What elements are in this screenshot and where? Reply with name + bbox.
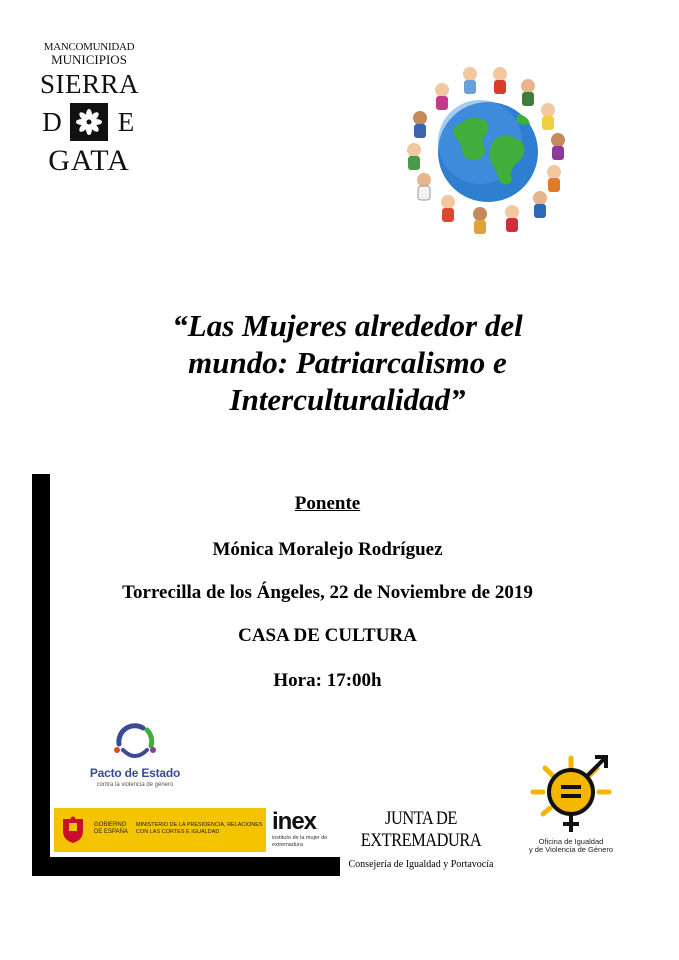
event-title xyxy=(90,307,605,418)
oficina-igualdad-logo xyxy=(515,752,627,860)
pacto-de-estado-logo xyxy=(85,720,185,790)
logo-letter-d: D xyxy=(42,106,62,137)
title-line-2: mundo: Patriarcalismo e xyxy=(188,345,507,380)
logo-sierra: SIERRA xyxy=(40,69,140,99)
ponente-label: Ponente xyxy=(294,493,361,514)
junta-logo xyxy=(336,808,506,870)
pacto-subtitle: contra la violencia de género xyxy=(96,782,174,788)
speaker-name: Mónica Moralejo Rodríguez xyxy=(212,539,443,560)
logo-letter-e: E xyxy=(117,106,135,137)
gobierno-text: GOBIERNO DE ESPAÑA xyxy=(94,822,128,835)
inex-subtitle: instituto de la mujer de extremadura xyxy=(272,835,328,848)
junta-name: JUNTA DE EXTREMADURA xyxy=(360,808,482,851)
event-time: Hora: 17:00h xyxy=(273,670,382,691)
place-date: Torrecilla de los Ángeles, 22 de Noviembre de 2019 xyxy=(122,582,533,603)
spain-shield-icon xyxy=(60,816,86,844)
flower-emblem-icon xyxy=(70,103,108,141)
inex-logo xyxy=(270,808,330,852)
globe-children-icon xyxy=(400,62,580,237)
venue: CASA DE CULTURA xyxy=(238,625,417,646)
oficina-line-2: y de Violencia de Género xyxy=(528,845,614,854)
pacto-smile-icon xyxy=(109,720,161,764)
pacto-name: Pacto de Estado xyxy=(89,766,181,780)
title-line-1: “Las Mujeres alrededor del xyxy=(172,308,523,343)
logo-line-2: MUNICIPIOS xyxy=(51,52,127,67)
frame-bottom-bar xyxy=(32,857,340,876)
logo-line-1: MANCOMUNIDAD xyxy=(43,41,135,53)
oficina-line-1: Oficina de Igualdad xyxy=(538,837,604,846)
junta-subtitle: Consejería de Igualdad y Portavocía xyxy=(348,859,494,870)
logo-gata: GATA xyxy=(48,144,130,177)
gobierno-logo xyxy=(54,808,266,852)
title-line-3: Interculturalidad” xyxy=(229,382,466,417)
mancomunidad-logo xyxy=(40,42,138,192)
oficina-text xyxy=(515,838,627,854)
gender-symbol-icon xyxy=(525,752,621,836)
inex-word: inex xyxy=(272,808,317,835)
ministerio-text: MINISTERIO DE LA PRESIDENCIA, RELACIONES CON LAS CORTES E IGUALDAD xyxy=(136,822,263,835)
